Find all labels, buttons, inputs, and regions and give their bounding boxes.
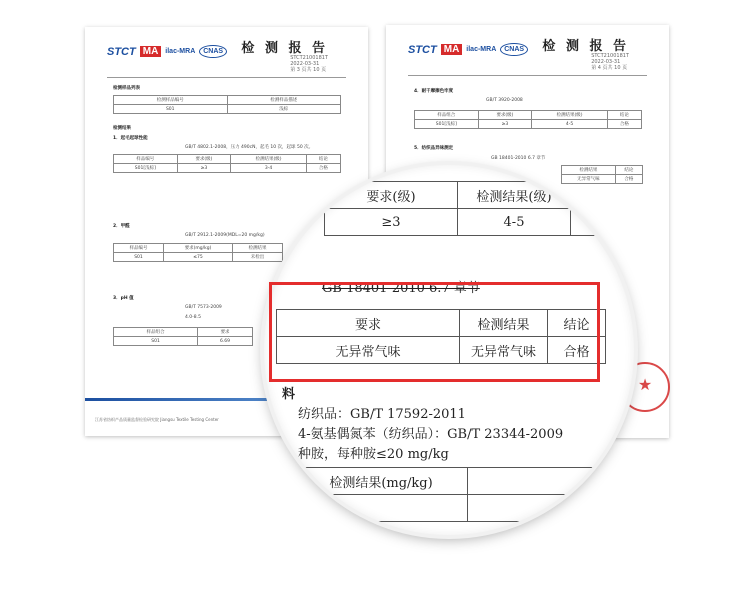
col-header: 检测结果(级) bbox=[458, 182, 571, 209]
seal-star-icon: ★ bbox=[637, 375, 653, 394]
page-number: 第 3 页共 10 页 bbox=[290, 67, 327, 73]
table-cell: 合格 bbox=[548, 337, 606, 364]
section-samples: 检测样品列表 bbox=[113, 86, 140, 91]
report-date: 2022-03-31 bbox=[290, 61, 320, 67]
table-cell bbox=[468, 495, 594, 522]
col-header: 检测结果(级) bbox=[532, 111, 608, 120]
item-method: GB/T 3920-2008 bbox=[486, 98, 523, 103]
col-header: 结论 bbox=[548, 310, 606, 337]
table-cell: S01 bbox=[114, 337, 198, 346]
method-line: 种胺，每种胺≤20 mg/kg bbox=[298, 447, 449, 462]
accreditation-logos bbox=[107, 45, 227, 58]
table-cell bbox=[571, 182, 635, 209]
col-header: 样品编号 bbox=[114, 155, 178, 164]
item-method: GB/T 7573-2009 bbox=[185, 305, 222, 310]
table-cell: 未检出 bbox=[232, 253, 282, 262]
item-method: GB/T 2912.1-2009(MDL=20 mg/kg) bbox=[185, 233, 265, 238]
col-header: 要求(级) bbox=[478, 111, 532, 120]
ph-table bbox=[113, 327, 253, 346]
zoom-bottom-table bbox=[294, 467, 594, 522]
item-method: GB/T 4802.1-2008，压力 490cN，起毛 10 次，起球 50 次。 bbox=[185, 145, 314, 150]
odor-method: GB 18401-2010 6.7 章节 bbox=[322, 281, 480, 296]
ilac-logo: ilac-MRA bbox=[466, 46, 497, 53]
cnas-logo: CNAS bbox=[500, 43, 528, 56]
col-header: 结论 bbox=[306, 155, 340, 164]
table-cell: ≤75 bbox=[164, 253, 233, 262]
table-cell: 无异常气味 bbox=[562, 175, 616, 184]
col-header: 检测结果 bbox=[460, 310, 548, 337]
footer-text: 江苏省纺织产品质量监督检验研究院 Jiangsu Textile Testing Center bbox=[95, 417, 219, 422]
col-header: 样品编号 bbox=[114, 244, 164, 253]
table-cell: 3-4 bbox=[231, 164, 307, 173]
rubbing-table bbox=[414, 110, 642, 129]
highlight-frame bbox=[269, 282, 600, 382]
item-requirement: 4.0-8.5 bbox=[185, 315, 201, 320]
method-line: 4-氨基偶氮苯（纺织品）：GB/T 23344-2009 bbox=[298, 427, 564, 442]
col-header: 检测结果 bbox=[562, 166, 616, 175]
col-header: 要求(级) bbox=[325, 182, 458, 209]
col-header: 检测样品描述 bbox=[227, 96, 341, 105]
table-cell: 无异常气味 bbox=[277, 337, 460, 364]
sample-table bbox=[113, 95, 341, 114]
ma-logo: MA bbox=[441, 44, 463, 55]
col-header: 样品组合 bbox=[114, 328, 198, 337]
table-cell bbox=[468, 468, 594, 495]
header-divider bbox=[408, 75, 647, 76]
table-cell bbox=[571, 209, 635, 236]
ma-logo: MA bbox=[140, 46, 162, 57]
table-cell: S01[浅棕] bbox=[114, 164, 178, 173]
cnas-logo: CNAS bbox=[199, 45, 227, 58]
table-cell: S01 bbox=[114, 105, 228, 114]
table-cell: 浅棕 bbox=[227, 105, 341, 114]
stct-logo: STCT bbox=[107, 45, 136, 58]
col-header: 结论 bbox=[607, 111, 641, 120]
item-title: 2．甲醛 bbox=[113, 224, 130, 229]
zoom-top-table bbox=[324, 181, 634, 236]
report-date: 2022-03-31 bbox=[591, 59, 621, 65]
table-cell: 合格 bbox=[607, 120, 641, 129]
col-header: 检测结果(mg/kg) bbox=[295, 468, 468, 495]
page-number: 第 4 页共 10 页 bbox=[591, 65, 628, 71]
accreditation-logos bbox=[408, 43, 528, 56]
item-title: 3．pH 值 bbox=[113, 296, 134, 301]
col-header: 样品组合 bbox=[415, 111, 479, 120]
col-header: 检测结果(级) bbox=[231, 155, 307, 164]
header-divider bbox=[107, 77, 346, 78]
report-title: 检 测 报 告 bbox=[542, 39, 629, 54]
section-stub: 料 bbox=[282, 387, 296, 402]
table-cell: 合格 bbox=[615, 175, 642, 184]
table-cell bbox=[295, 495, 468, 522]
pilling-table bbox=[113, 154, 341, 173]
table-cell: ≥3 bbox=[478, 120, 532, 129]
section-results: 检测结果 bbox=[113, 126, 131, 131]
stct-logo: STCT bbox=[408, 43, 437, 56]
report-title: 检 测 报 告 bbox=[241, 41, 328, 56]
table-cell: S01 bbox=[114, 253, 164, 262]
ilac-logo: ilac-MRA bbox=[165, 48, 196, 55]
report-meta bbox=[591, 53, 629, 71]
report-meta bbox=[290, 55, 328, 73]
report-number: STCT2100181T bbox=[290, 55, 328, 61]
item-method: GB 18401-2010 6.7 章节 bbox=[491, 156, 546, 161]
col-header: 要求 bbox=[277, 310, 460, 337]
table-cell: 无异常气味 bbox=[460, 337, 548, 364]
table-cell: S01[浅棕] bbox=[415, 120, 479, 129]
table-cell: 6.69 bbox=[198, 337, 253, 346]
table-cell: ≥3 bbox=[325, 209, 458, 236]
table-cell: 4-5 bbox=[458, 209, 571, 236]
formaldehyde-table bbox=[113, 243, 283, 262]
col-header: 检测结果 bbox=[232, 244, 282, 253]
item-title: 5．纺织品异味测定 bbox=[414, 146, 454, 151]
method-line: 纺织品：GB/T 17592-2011 bbox=[298, 407, 466, 422]
item-title: 4．耐干摩擦色牢度 bbox=[414, 89, 454, 94]
col-header: 要求(级) bbox=[177, 155, 231, 164]
table-cell: 4-5 bbox=[532, 120, 608, 129]
item-title: 1．起毛起球性能 bbox=[113, 136, 148, 141]
col-header: 结论 bbox=[615, 166, 642, 175]
col-header: 要求 bbox=[198, 328, 253, 337]
table-cell: ≥3 bbox=[177, 164, 231, 173]
col-header: 要求(mg/kg) bbox=[164, 244, 233, 253]
report-number: STCT2100181T bbox=[591, 53, 629, 59]
col-header: 检测样品编号 bbox=[114, 96, 228, 105]
table-cell: 合格 bbox=[306, 164, 340, 173]
